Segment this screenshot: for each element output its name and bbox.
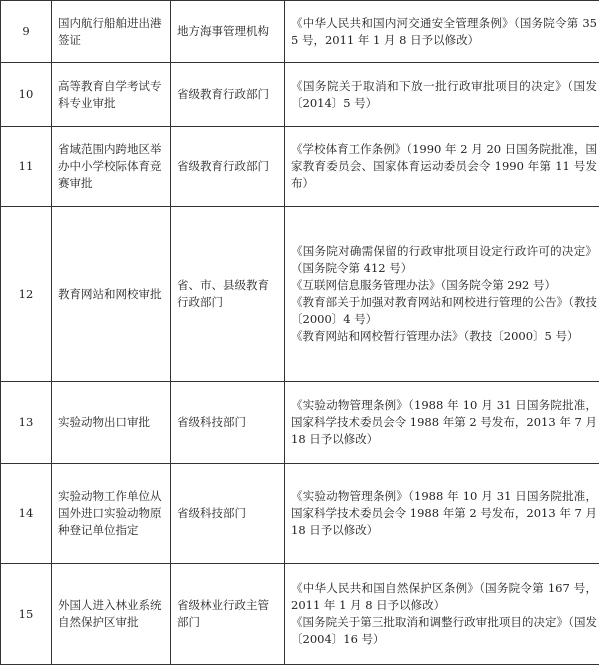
legal-basis-entry: 《国务院关于第三批取消和调整行政审批项目的决定》（国发〔2004〕16 号） bbox=[291, 615, 597, 646]
legal-basis-entry: 《教育网站和网校暂行管理办法》（教技〔2000〕5 号） bbox=[291, 329, 579, 343]
legal-basis bbox=[285, 464, 599, 564]
approval-item: 教育网站和网校审批 bbox=[52, 207, 171, 382]
approval-item: 实验动物出口审批 bbox=[52, 382, 171, 464]
table-row bbox=[1, 207, 599, 382]
approval-authority: 省级教育行政部门 bbox=[171, 63, 285, 127]
approval-authority: 省级教育行政部门 bbox=[171, 127, 285, 207]
approval-item: 省域范围内跨地区举办中小学校际体育竞赛审批 bbox=[52, 127, 171, 207]
approval-item: 外国人进入林业系统自然保护区审批 bbox=[52, 564, 171, 665]
approval-item: 国内航行船舶进出港签证 bbox=[52, 1, 171, 63]
table-row bbox=[1, 382, 599, 464]
legal-basis bbox=[285, 63, 599, 127]
legal-basis bbox=[285, 382, 599, 464]
table-row bbox=[1, 1, 599, 63]
row-number: 11 bbox=[1, 127, 52, 207]
table-row bbox=[1, 127, 599, 207]
legal-basis-entry: 《中华人民共和国内河交通安全管理条例》（国务院令第 355 号，2011 年 1 月 8 日予以修改） bbox=[291, 15, 597, 47]
approval-item: 高等教育自学考试专科专业审批 bbox=[52, 63, 171, 127]
row-number: 13 bbox=[1, 382, 52, 464]
approval-authority: 省级科技部门 bbox=[171, 464, 285, 564]
table-row bbox=[1, 464, 599, 564]
legal-basis-entry: 《中华人民共和国自然保护区条例》（国务院令第 167 号，2011 年 1 月 8 日予以修改） bbox=[291, 581, 597, 612]
row-number: 10 bbox=[1, 63, 52, 127]
approval-authority: 地方海事管理机构 bbox=[171, 1, 285, 63]
row-number: 9 bbox=[1, 1, 52, 63]
row-number: 15 bbox=[1, 564, 52, 665]
approval-item: 实验动物工作单位从国外进口实验动物原种登记单位指定 bbox=[52, 464, 171, 564]
legal-basis-entry: 《教育部关于加强对教育网站和网校进行管理的公告》（教技〔2000〕4 号） bbox=[291, 295, 597, 326]
legal-basis bbox=[285, 127, 599, 207]
legal-basis-entry: 《学校体育工作条例》（1990 年 2 月 20 日国务院批准，国家教育委员会、国家体育运动委员会令 1990 年第 11 号发布） bbox=[291, 142, 597, 190]
approval-authority: 省级林业行政主管部门 bbox=[171, 564, 285, 665]
table-row bbox=[1, 63, 599, 127]
row-number: 12 bbox=[1, 207, 52, 382]
legal-basis-entry: 《实验动物管理条例》（1988 年 10 月 31 日国务院批准，国家科学技术委员会令 1988 年第 2 号发布，2013 年 7 月 18 日予以修改） bbox=[291, 398, 597, 446]
legal-basis bbox=[285, 564, 599, 665]
approval-authority: 省级科技部门 bbox=[171, 382, 285, 464]
approval-authority: 省、市、县级教育行政部门 bbox=[171, 207, 285, 382]
table-body bbox=[1, 1, 599, 665]
legal-basis bbox=[285, 207, 599, 382]
table-row bbox=[1, 564, 599, 665]
row-number: 14 bbox=[1, 464, 52, 564]
legal-basis-entry: 《国务院关于取消和下放一批行政审批项目的决定》（国发〔2014〕5 号） bbox=[291, 78, 597, 110]
legal-basis-entry: 《互联网信息服务管理办法》（国务院令第 292 号） bbox=[291, 278, 557, 292]
legal-basis bbox=[285, 1, 599, 63]
legal-basis-entry: 《实验动物管理条例》（1988 年 10 月 31 日国务院批准，国家科学技术委员会令 1988 年第 2 号发布，2013 年 7 月 18 日予以修改） bbox=[291, 489, 597, 537]
legal-basis-entry: 《国务院对确需保留的行政审批项目设定行政许可的决定》（国务院令第 412 号） bbox=[291, 244, 597, 275]
